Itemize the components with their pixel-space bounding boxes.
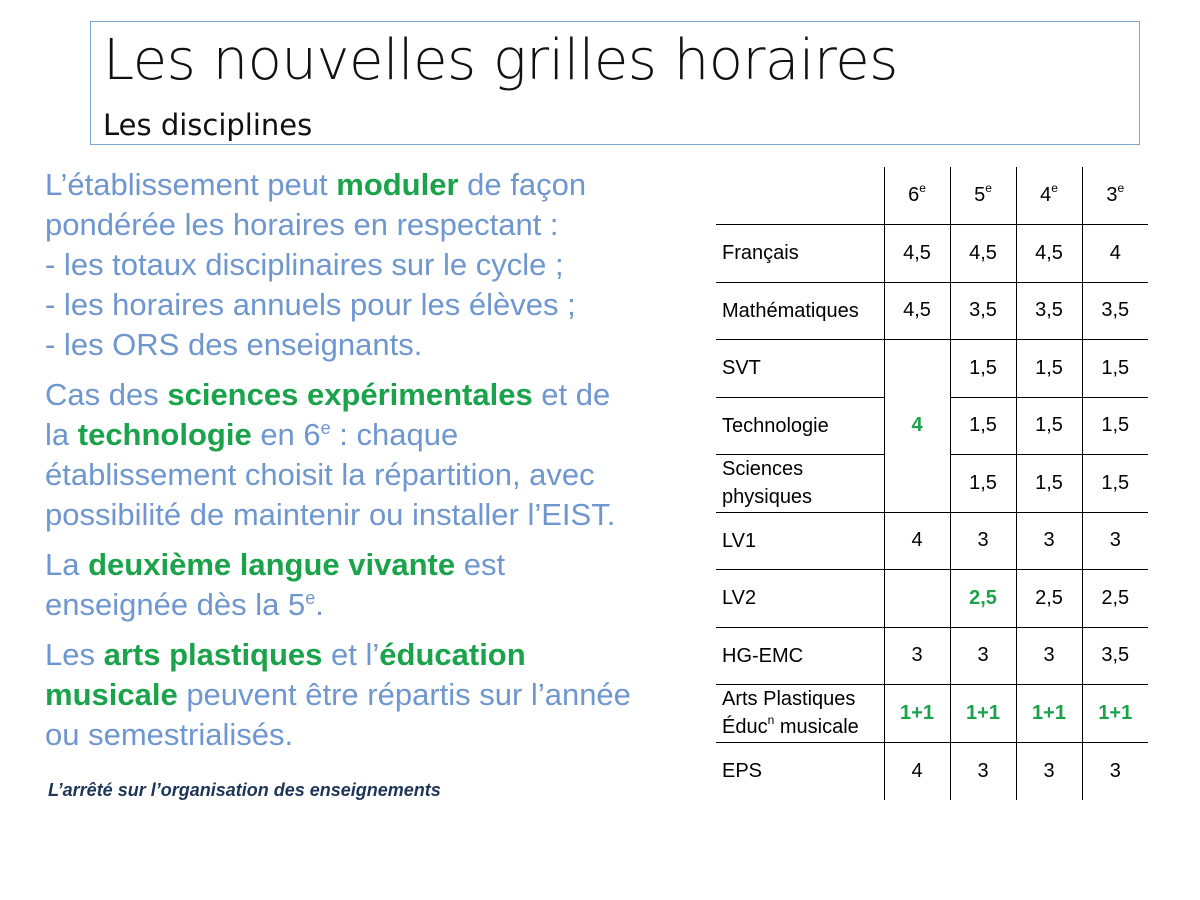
header-6e: 6e: [884, 167, 950, 225]
hours-table: [716, 167, 1148, 800]
row-label: LV1: [716, 512, 884, 570]
cell-highlight: 2,5: [950, 570, 1016, 628]
cell: 1,5: [1082, 340, 1148, 398]
cell: 3: [1082, 512, 1148, 570]
cell-highlight: 1+1: [884, 685, 950, 743]
sciences-6e-merged-cell: 4: [884, 340, 950, 513]
table-row: [716, 340, 1148, 398]
superscript: e: [305, 588, 316, 608]
text-line: [45, 585, 695, 625]
cell: 3: [950, 742, 1016, 800]
text-run: enseignée dès la 5: [45, 587, 306, 622]
row-label: LV2: [716, 570, 884, 628]
row-label: Sciences physiques: [716, 455, 884, 513]
cell: 1,5: [950, 455, 1016, 513]
cell: 1,5: [950, 397, 1016, 455]
text-run: Les: [45, 637, 104, 672]
cell: 1,5: [950, 340, 1016, 398]
text-run: en 6: [251, 417, 321, 452]
cell: 3,5: [1016, 282, 1082, 340]
text-line: [45, 415, 695, 455]
source-link[interactable]: L’arrêté sur l’organisation des enseignements: [48, 780, 441, 800]
cell: 1,5: [1082, 397, 1148, 455]
cell-highlight: 1+1: [1016, 685, 1082, 743]
cell: 2,5: [1082, 570, 1148, 628]
title-box: [90, 21, 1140, 145]
text-line: ou semestrialisés.: [45, 717, 294, 752]
text-line: [45, 675, 695, 715]
page-title: Les nouvelles grilles horaires: [103, 28, 898, 93]
cell: [884, 570, 950, 628]
cell: 4,5: [950, 225, 1016, 283]
text-run: .: [315, 587, 324, 622]
table-header-row: [716, 167, 1148, 225]
table-row: [716, 570, 1148, 628]
text-run: et de: [532, 377, 611, 412]
table-row: [716, 742, 1148, 800]
text-run: de façon: [458, 167, 587, 202]
body-text: [45, 165, 695, 765]
paragraph-sciences: [45, 375, 695, 535]
text-line: [45, 165, 695, 205]
bullet-item: - les ORS des enseignants.: [45, 327, 423, 362]
cell: 3: [884, 627, 950, 685]
row-label: Technologie: [716, 397, 884, 455]
row-label: Mathématiques: [716, 282, 884, 340]
header-3e: 3e: [1082, 167, 1148, 225]
text-line: [45, 375, 695, 415]
row-label: Français: [716, 225, 884, 283]
bullet-item: - les totaux disciplinaires sur le cycle ;: [45, 247, 564, 282]
text-run: : chaque: [330, 417, 459, 452]
highlight-education: éducation: [379, 637, 526, 672]
cell: 1,5: [1016, 397, 1082, 455]
row-label: EPS: [716, 742, 884, 800]
table-row: [716, 282, 1148, 340]
text-run: la: [45, 417, 78, 452]
superscript: e: [320, 418, 331, 438]
text-run: La: [45, 547, 89, 582]
paragraph-lv2: [45, 545, 695, 625]
row-label: SVT: [716, 340, 884, 398]
header-4e: 4e: [1016, 167, 1082, 225]
text-line: [45, 635, 695, 675]
table-row: [716, 512, 1148, 570]
cell: 3: [1016, 512, 1082, 570]
text-line: possibilité de maintenir ou installer l’EIST.: [45, 497, 616, 532]
cell-highlight: 1+1: [1082, 685, 1148, 743]
page-subtitle: Les disciplines: [103, 108, 313, 142]
highlight-moduler: moduler: [336, 167, 459, 202]
bullet-item: - les horaires annuels pour les élèves ;: [45, 287, 576, 322]
row-label: HG-EMC: [716, 627, 884, 685]
text-run: est: [455, 547, 506, 582]
row-label: Arts Plastiques Éduc$^n$ musicale: [716, 685, 884, 743]
cell: 3: [1082, 742, 1148, 800]
table-row: [716, 685, 1148, 743]
cell: 3: [950, 512, 1016, 570]
text-line: établissement choisit la répartition, avec: [45, 457, 595, 492]
cell: 3: [1016, 627, 1082, 685]
cell: 1,5: [1016, 455, 1082, 513]
highlight-sciences: sciences expérimentales: [167, 377, 533, 412]
cell: 3,5: [950, 282, 1016, 340]
cell: 3: [950, 627, 1016, 685]
table-row: [716, 225, 1148, 283]
highlight-lv2: deuxième langue vivante: [88, 547, 456, 582]
cell: 4,5: [884, 282, 950, 340]
paragraph-arts: [45, 635, 695, 755]
text-run: peuvent être répartis sur l’année: [177, 677, 631, 712]
highlight-arts: arts plastiques: [103, 637, 323, 672]
cell: 3,5: [1082, 282, 1148, 340]
cell-highlight: 1+1: [950, 685, 1016, 743]
cell: 1,5: [1082, 455, 1148, 513]
paragraph-modulation: [45, 165, 695, 365]
table-row: [716, 627, 1148, 685]
table-corner: [716, 167, 884, 225]
cell: 1,5: [1016, 340, 1082, 398]
cell: 2,5: [1016, 570, 1082, 628]
cell: 4,5: [884, 225, 950, 283]
text-run: Cas des: [45, 377, 168, 412]
cell: 4: [884, 742, 950, 800]
header-5e: 5e: [950, 167, 1016, 225]
text-line: [45, 545, 695, 585]
cell: 4: [1082, 225, 1148, 283]
cell: 4,5: [1016, 225, 1082, 283]
cell: 3,5: [1082, 627, 1148, 685]
cell: 4: [884, 512, 950, 570]
highlight-technologie: technologie: [77, 417, 252, 452]
highlight-musicale: musicale: [45, 677, 178, 712]
cell: 3: [1016, 742, 1082, 800]
text-run: et l’: [322, 637, 380, 672]
text-line: pondérée les horaires en respectant :: [45, 207, 559, 242]
text-run: L’établissement peut: [45, 167, 337, 202]
